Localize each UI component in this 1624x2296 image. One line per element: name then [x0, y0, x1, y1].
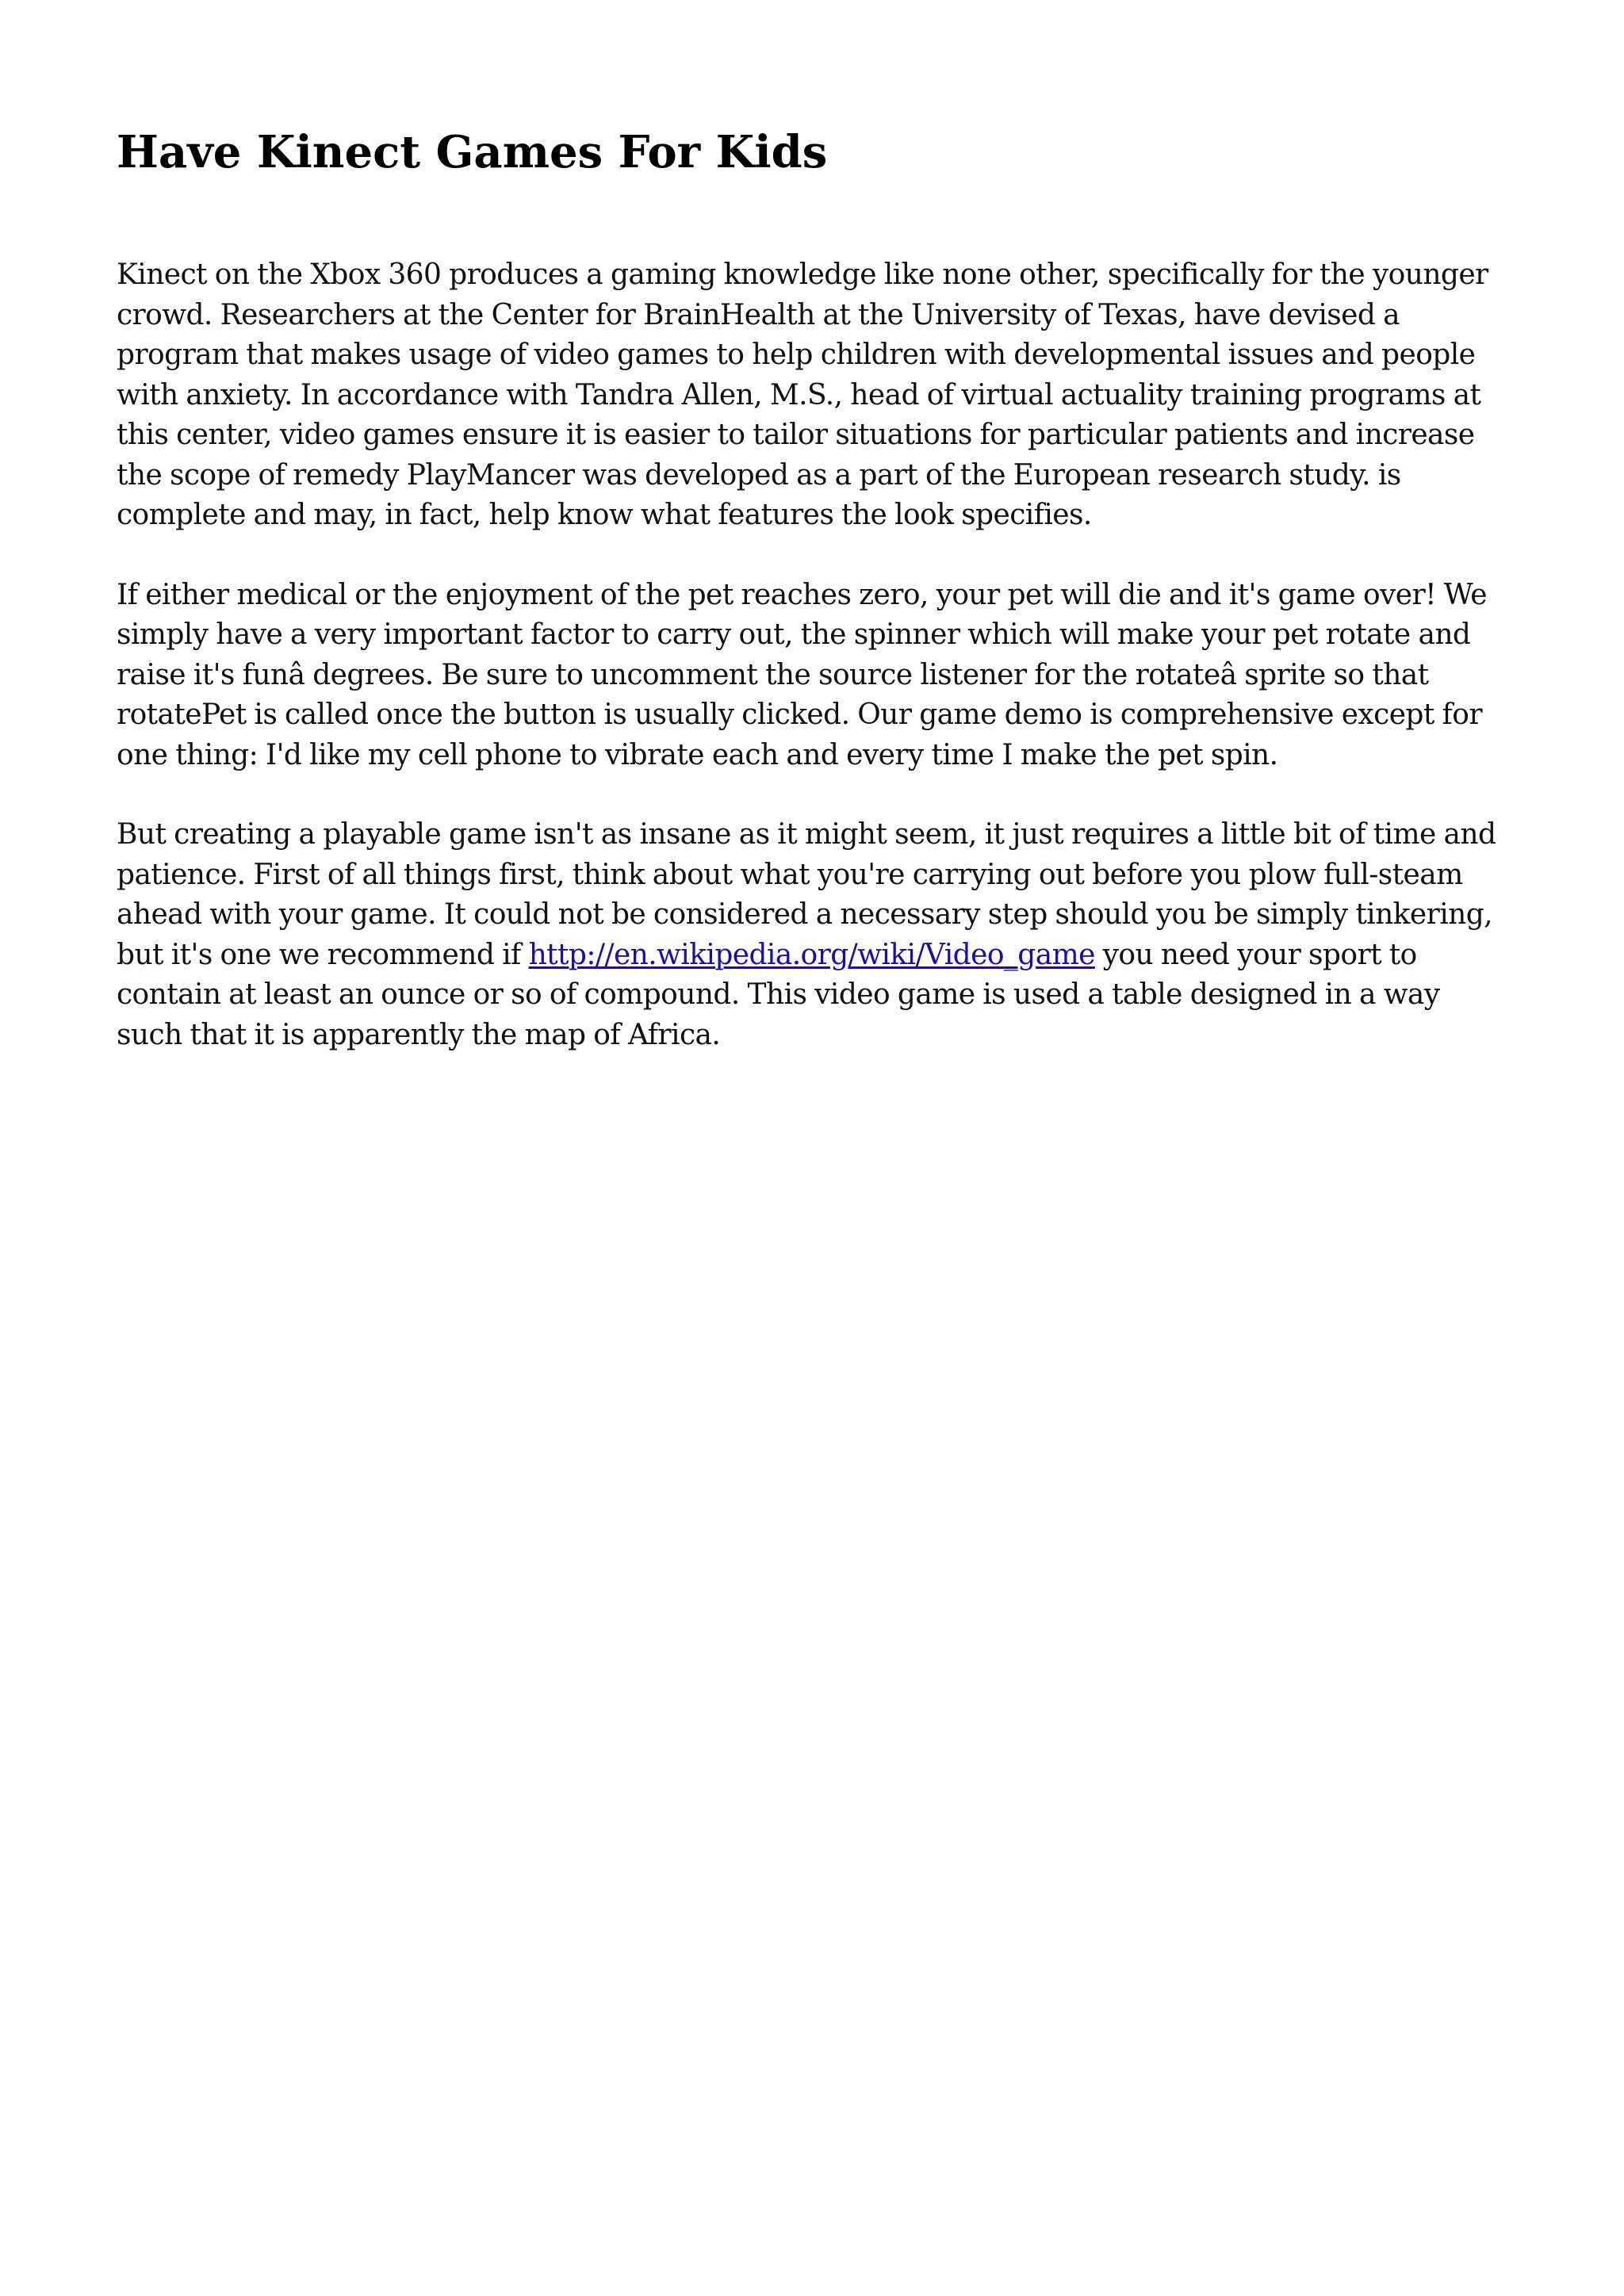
- document-body: [117, 255, 1512, 1055]
- paragraph-3-text-before-link: But creating a playable game isn't as insane as it might seem, it just requires a little bit of time and patience. First of all things first, think about what you're carrying out before you plow full-steam ahead with your game. It could not be considered a necessary step should you be simply tinkering, but it's one we recommend if: [117, 818, 1496, 971]
- paragraph-3-text-after-link: you need your sport to contain at least an ounce or so of compound. This video game is used a table designed in a way such that it is apparently the map of Africa.: [117, 938, 1440, 1051]
- paragraph-1: Kinect on the Xbox 360 produces a gaming knowledge like none other, specifically for the younger crowd. Researchers at the Center for BrainHealth at the University of Texas, have devised a program that makes usage of video games to help children with developmental issues and people with anxiety. In accordance with Tandra Allen, M.S., head of virtual actuality training programs at this center, video games ensure it is easier to tailor situations for particular patients and increase the scope of remedy PlayMancer was developed as a part of the European research study. is complete and may, in fact, help know what features the look specifies.: [117, 258, 1488, 531]
- paragraph-2: If either medical or the enjoyment of the pet reaches zero, your pet will die and it's game over! We simply have a very important factor to carry out, the spinner which will make your pet rotate and raise it's funâ degrees. Be sure to uncomment the source listener for the rotateâ sprite so that rotatePet is called once the button is usually clicked. Our game demo is comprehensive except for one thing: I'd like my cell phone to vibrate each and every time I make the pet spin.: [117, 578, 1487, 771]
- document-page: [117, 119, 1512, 1095]
- document-title: Have Kinect Games For Kids: [117, 126, 828, 178]
- paragraph-3: [117, 815, 1512, 1055]
- wikipedia-video-game-link[interactable]: http://en.wikipedia.org/wiki/Video_game: [528, 938, 1095, 971]
